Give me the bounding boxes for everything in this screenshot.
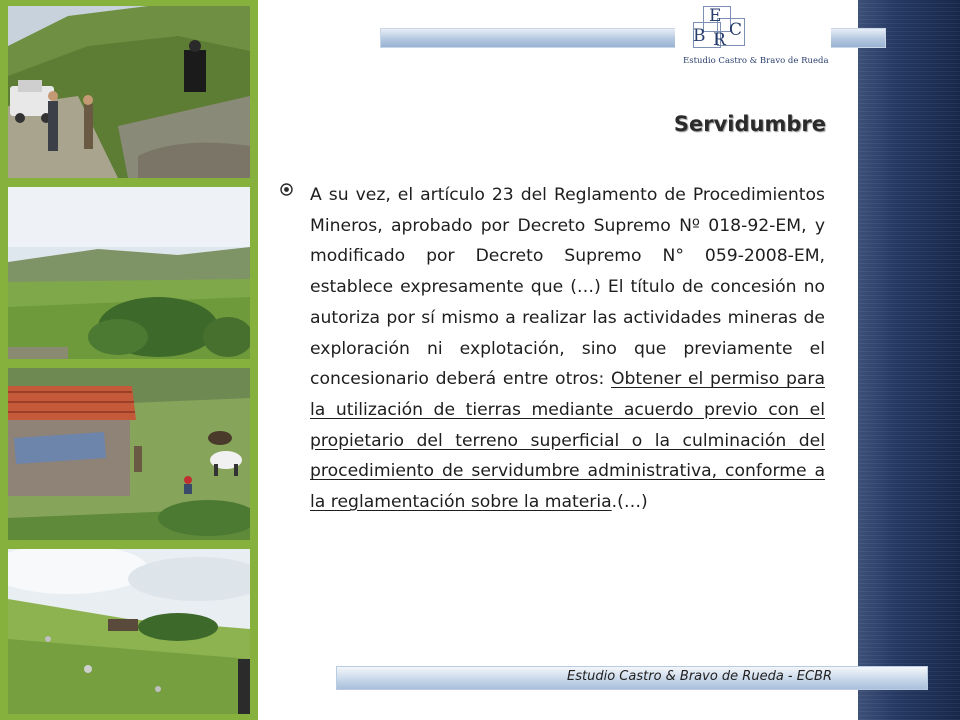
logo-caption: Estudio Castro & Bravo de Rueda (683, 56, 829, 66)
logo-monogram (689, 4, 749, 50)
photo-cloudy-hillside (8, 549, 250, 714)
ecbr-logo (675, 0, 831, 72)
logo-letter: C (729, 20, 743, 40)
body-text-tail: .(…) (611, 492, 648, 513)
slide-body (280, 180, 825, 518)
right-decor-panel (858, 0, 960, 720)
body-paragraph (310, 180, 825, 518)
logo-letter: E (709, 6, 722, 26)
logo-letter: B (693, 26, 706, 46)
photo-hillside-road (8, 6, 250, 178)
body-text-underlined: Obtener el permiso para la utilización de tierras mediante acuerdo previo con el propietario del terreno superficial o la culminación del procedimiento de servidumbre administrativa, conforme a la reglamentación sobre la materia (310, 369, 825, 513)
slide-title: Servidumbre (673, 112, 826, 136)
photo-strip (0, 0, 258, 720)
body-text-intro: A su vez, el artículo 23 del Reglamento de Procedimientos Mineros, aprobado por Decreto Supremo Nº 018-92-EM, y modificado por Decreto Supremo N° 059-2008-EM, establece expresamente que (…) El título de concesión no autoriza por sí mismo a realizar las actividades mineras de exploración ni explotación, sino que previamente el concesionario deberá entre otros: (310, 185, 825, 390)
photo-green-valley (8, 187, 250, 359)
logo-letter: R (713, 30, 726, 50)
footer-text: Estudio Castro & Bravo de Rueda - ECBR (567, 669, 832, 684)
circle-dot-bullet-icon (280, 183, 293, 196)
photo-farm-house (8, 368, 250, 540)
